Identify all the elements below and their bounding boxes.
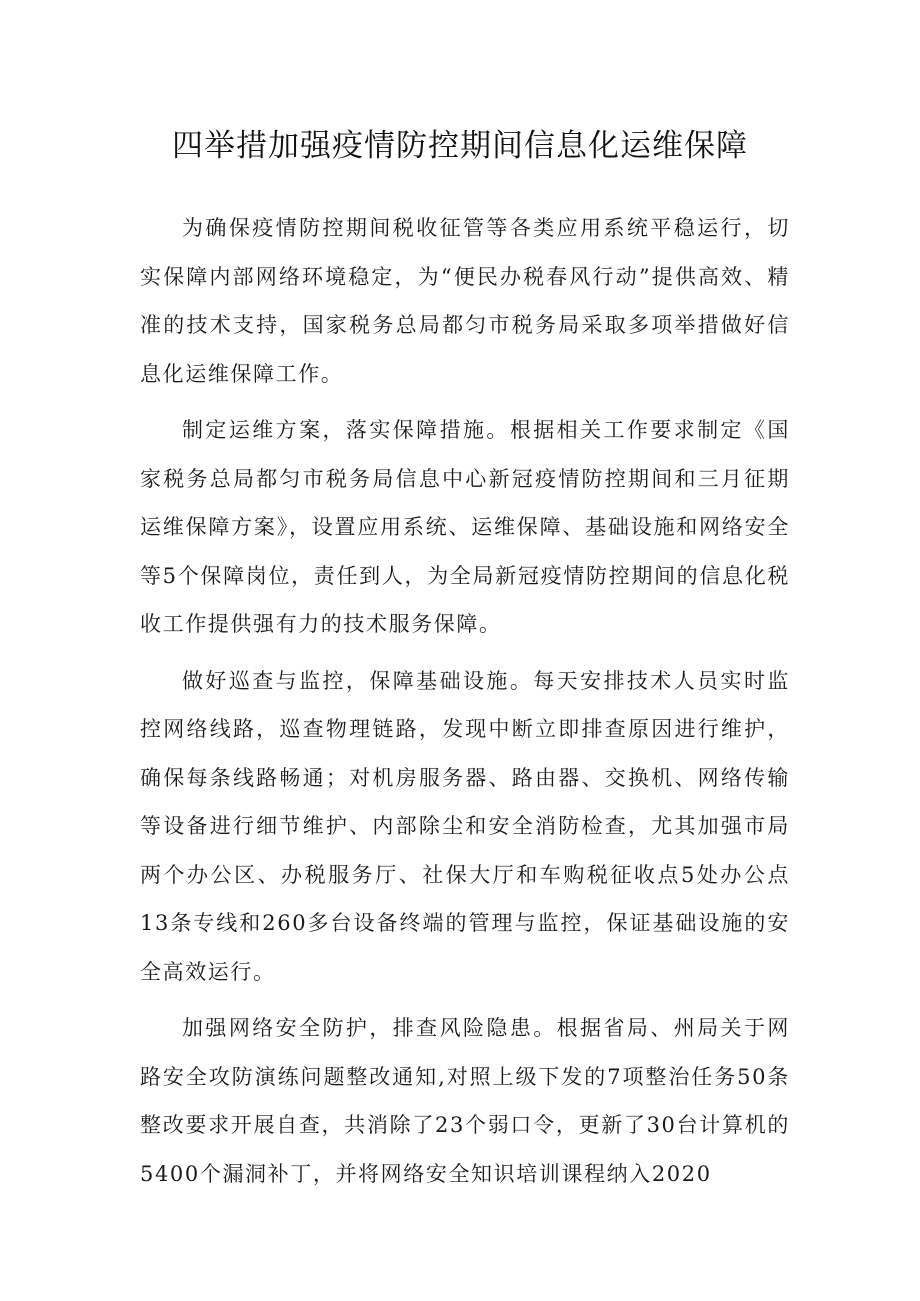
paragraph-plan: 制定运维方案，落实保障措施。根据相关工作要求制定《国家税务总局都匀市税务局信息中心新冠疫情防控期间和三月征期运维保障方案》，设置应用系统、运维保障、基础设施和网络安全等5个保障岗位，责任到人，为全局新冠疫情防控期间的信息化税收工作提供强有力的技术服务保障。 xyxy=(140,418,790,636)
document-title: 四举措加强疫情防控期间信息化运维保障 xyxy=(172,128,748,164)
paragraph-security: 加强网络安全防护，排查风险隐患。根据省局、州局关于网路安全攻防演练问题整改通知,对照上级下发的7项整治任务50条整改要求开展自查，共消除了23个弱口令，更新了30台计算机的5400个漏洞补丁，并将网络安全知识培训课程纳入2020 xyxy=(140,1016,790,1186)
paragraph-intro: 为确保疫情防控期间税收征管等各类应用系统平稳运行，切实保障内部网络环境稳定，为“便民办税春风行动”提供高效、精准的技术支持，国家税务总局都匀市税务局采取多项举措做好信息化运维保障工作。 xyxy=(140,216,790,386)
document-body xyxy=(140,204,790,1206)
paragraph-inspection: 做好巡查与监控，保障基础设施。每天安排技术人员实时监控网络线路，巡查物理链路，发现中断立即排查原因进行维护，确保每条线路畅通；对机房服务器、路由器、交换机、网络传输等设备进行细节维护、内部除尘和安全消防检查，尤其加强市局两个办公区、办税服务厅、社保大厅和车购税征收点5处办公点13条专线和260多台设备终端的管理与监控，保证基础设施的安全高效运行。 xyxy=(140,668,790,984)
